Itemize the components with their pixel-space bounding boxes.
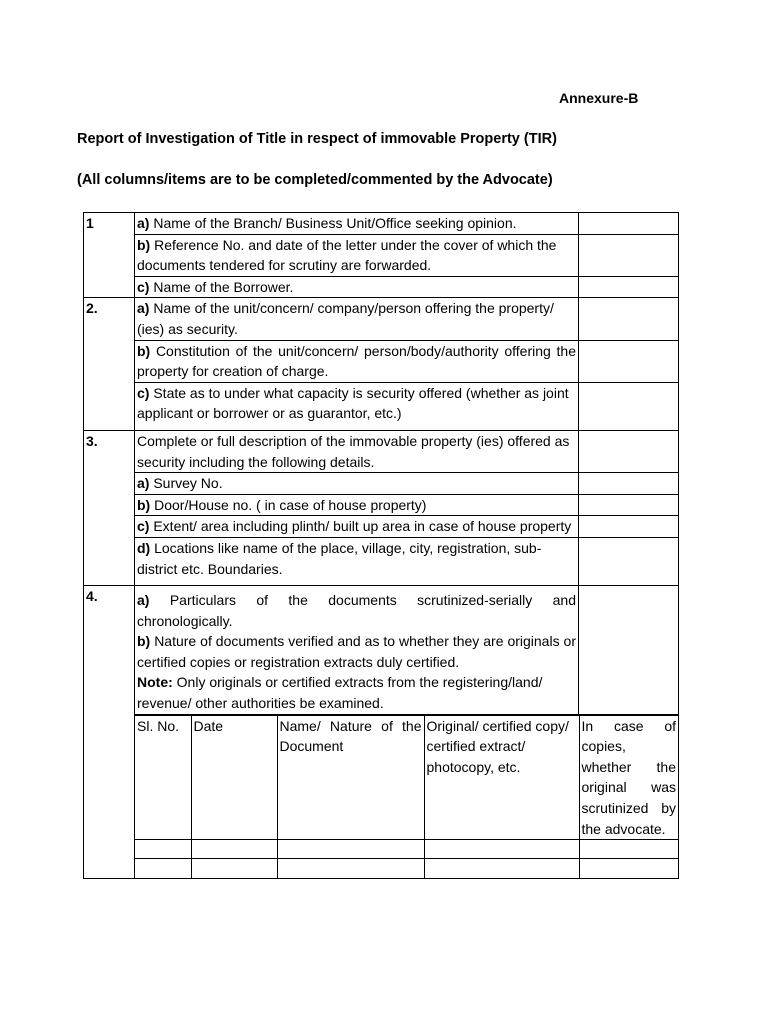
table-cell[interactable] — [579, 840, 678, 859]
section-number: 1 — [84, 213, 135, 298]
answer-cell[interactable] — [579, 298, 679, 340]
table-cell[interactable] — [277, 859, 424, 878]
answer-cell[interactable] — [579, 586, 679, 715]
section-2-row-c — [84, 382, 679, 430]
section-3-row-c — [84, 516, 679, 538]
answer-cell[interactable] — [579, 516, 679, 538]
col-header-date: Date — [191, 715, 277, 840]
answer-cell[interactable] — [579, 473, 679, 495]
table-cell[interactable] — [579, 859, 678, 878]
documents-table — [135, 715, 678, 878]
section-3-row-b — [84, 494, 679, 516]
section-number: 3. — [84, 430, 135, 585]
section-number: 2. — [84, 298, 135, 431]
section-2-row-b — [84, 340, 679, 382]
answer-cell[interactable] — [579, 234, 679, 276]
documents-table-cell — [135, 714, 679, 878]
item-text: c) Extent/ area including plinth/ built up area in case of house property — [135, 516, 579, 538]
answer-cell[interactable] — [579, 430, 679, 472]
item-text: d) Locations like name of the place, village, city, registration, sub-district etc. Boundaries. — [135, 537, 579, 585]
table-row — [135, 859, 678, 878]
item-text: c) Name of the Borrower. — [135, 276, 579, 298]
item-text: a) Particulars of the documents scrutinized-serially and chronologically. b) Nature of documents verified and as to whether they are originals or certified copies or registration extracts duly certified. Note: Only originals or certified extracts from the registering/land/ revenue/ other authorities be examined. — [135, 586, 579, 715]
col-header-document: Name/ Nature of the Document — [277, 715, 424, 840]
table-cell[interactable] — [424, 859, 579, 878]
table-cell[interactable] — [424, 840, 579, 859]
section-3-row-a — [84, 473, 679, 495]
section-1-row-a — [84, 213, 679, 235]
section-4-row — [84, 586, 679, 715]
item-text: Complete or full description of the immovable property (ies) offered as security including the following details. — [135, 430, 579, 472]
document-subtitle: (All columns/items are to be completed/commented by the Advocate) — [77, 172, 553, 188]
table-row — [135, 840, 678, 859]
section-1-row-b — [84, 234, 679, 276]
answer-cell[interactable] — [579, 494, 679, 516]
section-4-doc-table-row — [84, 714, 679, 878]
item-text: b) Door/House no. ( in case of house property) — [135, 494, 579, 516]
documents-header-row — [135, 715, 678, 840]
table-cell[interactable] — [191, 859, 277, 878]
table-cell[interactable] — [135, 840, 191, 859]
answer-cell[interactable] — [579, 537, 679, 585]
item-text: a) Survey No. — [135, 473, 579, 495]
answer-cell[interactable] — [579, 382, 679, 430]
table-cell[interactable] — [191, 840, 277, 859]
section-1-row-c — [84, 276, 679, 298]
item-text: a) Name of the unit/concern/ company/person offering the property/ (ies) as security. — [135, 298, 579, 340]
table-cell[interactable] — [277, 840, 424, 859]
tir-form-table — [83, 212, 679, 879]
section-3-row-d — [84, 537, 679, 585]
table-cell[interactable] — [135, 859, 191, 878]
section-3-intro-row — [84, 430, 679, 472]
section-number: 4. — [84, 586, 135, 879]
section-2-row-a — [84, 298, 679, 340]
item-text: b) Reference No. and date of the letter under the cover of which the documents tendered for scrutiny are forwarded. — [135, 234, 579, 276]
col-header-sl-no: Sl. No. — [135, 715, 191, 840]
item-text: a) Name of the Branch/ Business Unit/Office seeking opinion. — [135, 213, 579, 235]
answer-cell[interactable] — [579, 276, 679, 298]
col-header-original: Original/ certified copy/ certified extract/ photocopy, etc. — [424, 715, 579, 840]
item-text: b) Constitution of the unit/concern/ person/body/authority offering the property for creation of charge. — [135, 340, 579, 382]
document-title: Report of Investigation of Title in respect of immovable Property (TIR) — [77, 131, 557, 147]
annexure-label: Annexure-B — [559, 90, 639, 106]
col-header-scrutinized: In case of copies, whether the original was scrutinized by the advocate. — [579, 715, 678, 840]
answer-cell[interactable] — [579, 340, 679, 382]
answer-cell[interactable] — [579, 213, 679, 235]
item-text: c) State as to under what capacity is security offered (whether as joint applicant or borrower or as guarantor, etc.) — [135, 382, 579, 430]
